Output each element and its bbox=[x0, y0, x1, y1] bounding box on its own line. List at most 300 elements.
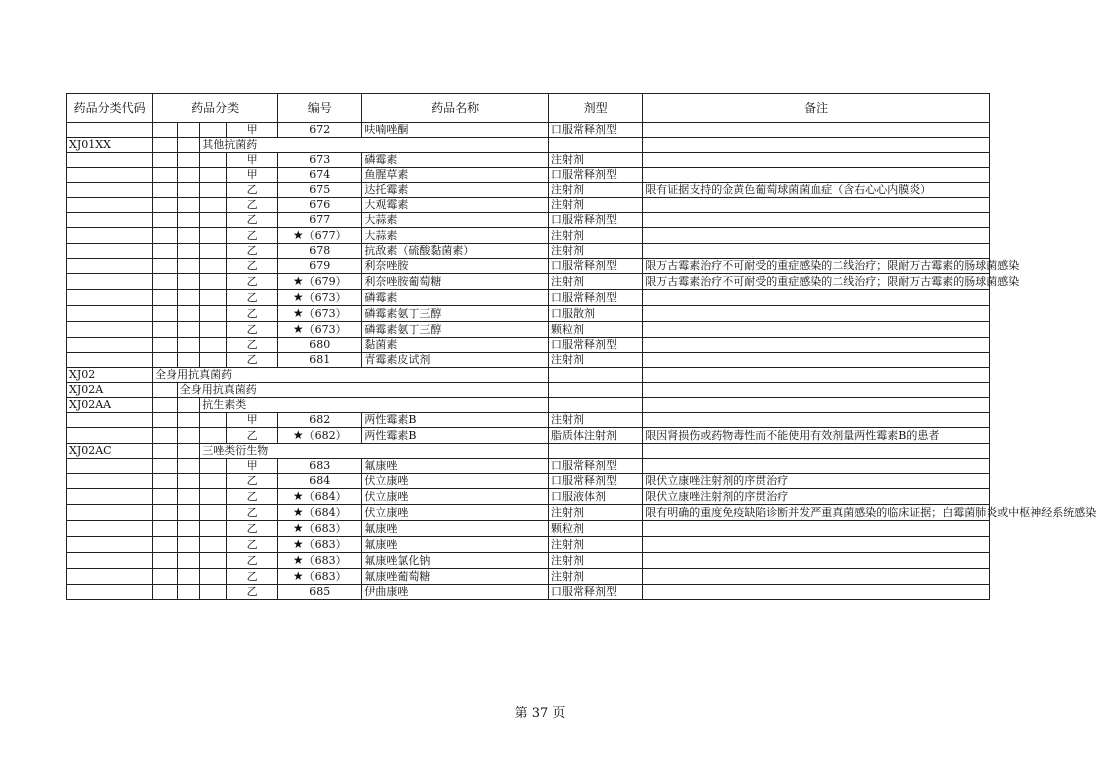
drug-name-cell: 两性霉素B bbox=[362, 413, 549, 428]
number-value: 681 bbox=[309, 353, 331, 366]
number-value: （682） bbox=[303, 429, 347, 442]
note-cell bbox=[643, 244, 990, 259]
note-cell bbox=[643, 322, 990, 338]
category-row bbox=[67, 398, 990, 413]
code-cell bbox=[67, 505, 153, 521]
category-indent bbox=[177, 459, 200, 474]
code-cell bbox=[67, 585, 153, 600]
category-indent bbox=[200, 123, 227, 138]
code-cell bbox=[67, 274, 153, 290]
drug-name-cell: 大蒜素 bbox=[362, 213, 549, 228]
category-indent bbox=[200, 459, 227, 474]
drug-name-cell: 磷霉素 bbox=[362, 153, 549, 168]
category-indent bbox=[177, 444, 200, 459]
code-cell bbox=[67, 168, 153, 183]
dosage-form-cell: 口服常释剂型 bbox=[548, 474, 642, 489]
code-cell bbox=[67, 428, 153, 444]
number-cell bbox=[278, 198, 362, 213]
drug-name-cell: 磷霉素氨丁三醇 bbox=[362, 306, 549, 322]
category-indent bbox=[177, 274, 200, 290]
category-note-cell bbox=[643, 398, 990, 413]
number-cell bbox=[278, 569, 362, 585]
number-value: 685 bbox=[309, 585, 331, 598]
number-cell bbox=[278, 489, 362, 505]
table-row bbox=[67, 198, 990, 213]
dosage-form-cell: 注射剂 bbox=[548, 274, 642, 290]
grade-cell: 甲 bbox=[226, 123, 277, 138]
header-category: 药品分类 bbox=[153, 94, 278, 123]
number-cell bbox=[278, 338, 362, 353]
drug-name-cell: 氟康唑氯化钠 bbox=[362, 553, 549, 569]
drug-name-cell: 氟康唑葡萄糖 bbox=[362, 569, 549, 585]
code-cell bbox=[67, 413, 153, 428]
grade-cell: 乙 bbox=[226, 428, 277, 444]
table-row bbox=[67, 274, 990, 290]
star-icon: ★ bbox=[292, 569, 304, 583]
dosage-form-cell: 口服常释剂型 bbox=[548, 259, 642, 274]
number-value: 676 bbox=[309, 198, 331, 211]
number-value: （683） bbox=[303, 522, 347, 535]
category-indent bbox=[177, 290, 200, 306]
category-indent bbox=[177, 505, 200, 521]
category-indent bbox=[153, 383, 178, 398]
dosage-form-cell: 颗粒剂 bbox=[548, 322, 642, 338]
category-form-cell bbox=[548, 138, 642, 153]
number-value: 672 bbox=[309, 123, 331, 136]
drug-name-cell: 磷霉素 bbox=[362, 290, 549, 306]
number-value: 683 bbox=[309, 459, 331, 472]
table-row bbox=[67, 585, 990, 600]
category-indent bbox=[177, 168, 200, 183]
number-value: 678 bbox=[309, 244, 331, 257]
note-cell: 限有证据支持的金黄色葡萄球菌菌血症（含右心心内膜炎） bbox=[643, 183, 990, 198]
table-row bbox=[67, 168, 990, 183]
number-cell bbox=[278, 537, 362, 553]
category-indent bbox=[153, 353, 178, 368]
number-cell bbox=[278, 228, 362, 244]
category-indent bbox=[153, 153, 178, 168]
category-indent bbox=[177, 353, 200, 368]
number-cell bbox=[278, 505, 362, 521]
category-indent bbox=[153, 213, 178, 228]
dosage-form-cell: 注射剂 bbox=[548, 413, 642, 428]
grade-cell: 乙 bbox=[226, 338, 277, 353]
number-value: （673） bbox=[303, 323, 347, 336]
code-cell bbox=[67, 259, 153, 274]
category-indent bbox=[200, 569, 227, 585]
drug-name-cell: 鱼腥草素 bbox=[362, 168, 549, 183]
category-indent bbox=[177, 537, 200, 553]
dosage-form-cell: 脂质体注射剂 bbox=[548, 428, 642, 444]
category-indent bbox=[153, 398, 178, 413]
category-indent bbox=[177, 474, 200, 489]
number-value: （673） bbox=[303, 307, 347, 320]
grade-cell: 乙 bbox=[226, 489, 277, 505]
category-indent bbox=[153, 322, 178, 338]
table-row bbox=[67, 322, 990, 338]
category-indent bbox=[153, 123, 178, 138]
header-code: 药品分类代码 bbox=[67, 94, 153, 123]
code-cell bbox=[67, 322, 153, 338]
table-row bbox=[67, 505, 990, 521]
dosage-form-cell: 口服常释剂型 bbox=[548, 338, 642, 353]
grade-cell: 乙 bbox=[226, 259, 277, 274]
dosage-form-cell: 口服液体剂 bbox=[548, 489, 642, 505]
grade-cell: 乙 bbox=[226, 322, 277, 338]
note-cell bbox=[643, 353, 990, 368]
category-indent bbox=[177, 153, 200, 168]
dosage-form-cell: 注射剂 bbox=[548, 569, 642, 585]
note-cell bbox=[643, 306, 990, 322]
table-row bbox=[67, 213, 990, 228]
note-cell: 限万古霉素治疗不可耐受的重症感染的二线治疗；限耐万古霉素的肠球菌感染 bbox=[643, 259, 990, 274]
number-value: 674 bbox=[309, 168, 331, 181]
category-code: XJ02AC bbox=[67, 444, 153, 459]
table-row bbox=[67, 228, 990, 244]
number-cell bbox=[278, 585, 362, 600]
number-value: （683） bbox=[303, 554, 347, 567]
code-cell bbox=[67, 537, 153, 553]
category-indent bbox=[153, 183, 178, 198]
code-cell bbox=[67, 474, 153, 489]
category-form-cell bbox=[548, 398, 642, 413]
category-indent bbox=[153, 521, 178, 537]
category-indent bbox=[153, 338, 178, 353]
number-cell bbox=[278, 290, 362, 306]
grade-cell: 乙 bbox=[226, 306, 277, 322]
grade-cell: 乙 bbox=[226, 585, 277, 600]
number-cell bbox=[278, 259, 362, 274]
drug-name-cell: 利奈唑胺 bbox=[362, 259, 549, 274]
number-cell bbox=[278, 153, 362, 168]
category-indent bbox=[177, 398, 200, 413]
drug-name-cell: 达托霉素 bbox=[362, 183, 549, 198]
drug-name-cell: 伏立康唑 bbox=[362, 505, 549, 521]
category-indent bbox=[177, 413, 200, 428]
category-indent bbox=[177, 213, 200, 228]
table-row bbox=[67, 153, 990, 168]
category-indent bbox=[153, 290, 178, 306]
table-row bbox=[67, 428, 990, 444]
grade-cell: 乙 bbox=[226, 505, 277, 521]
code-cell bbox=[67, 183, 153, 198]
drug-name-cell: 青霉素皮试剂 bbox=[362, 353, 549, 368]
category-indent bbox=[200, 306, 227, 322]
number-value: 679 bbox=[309, 259, 331, 272]
drug-name-cell: 磷霉素氨丁三醇 bbox=[362, 322, 549, 338]
number-value: 682 bbox=[309, 413, 331, 426]
dosage-form-cell: 注射剂 bbox=[548, 153, 642, 168]
category-indent bbox=[177, 183, 200, 198]
note-cell bbox=[643, 553, 990, 569]
category-indent bbox=[153, 585, 178, 600]
category-code: XJ02A bbox=[67, 383, 153, 398]
category-label: 全身用抗真菌药 bbox=[153, 368, 549, 383]
category-indent bbox=[177, 553, 200, 569]
drug-name-cell: 黏菌素 bbox=[362, 338, 549, 353]
grade-cell: 乙 bbox=[226, 521, 277, 537]
grade-cell: 乙 bbox=[226, 183, 277, 198]
number-cell bbox=[278, 322, 362, 338]
note-cell bbox=[643, 168, 990, 183]
category-indent bbox=[200, 489, 227, 505]
category-indent bbox=[153, 474, 178, 489]
star-icon: ★ bbox=[292, 290, 304, 304]
table-row bbox=[67, 290, 990, 306]
category-row bbox=[67, 444, 990, 459]
dosage-form-cell: 颗粒剂 bbox=[548, 521, 642, 537]
category-indent bbox=[177, 123, 200, 138]
drug-name-cell: 大蒜素 bbox=[362, 228, 549, 244]
dosage-form-cell: 注射剂 bbox=[548, 537, 642, 553]
category-indent bbox=[200, 505, 227, 521]
note-cell bbox=[643, 585, 990, 600]
category-indent bbox=[200, 168, 227, 183]
number-cell bbox=[278, 168, 362, 183]
dosage-form-cell: 注射剂 bbox=[548, 228, 642, 244]
category-code: XJ01XX bbox=[67, 138, 153, 153]
category-indent bbox=[200, 244, 227, 259]
category-code: XJ02 bbox=[67, 368, 153, 383]
category-indent bbox=[153, 553, 178, 569]
category-row bbox=[67, 383, 990, 398]
page-number: 第 37 页 bbox=[514, 706, 566, 721]
category-note-cell bbox=[643, 138, 990, 153]
note-cell bbox=[643, 290, 990, 306]
number-cell bbox=[278, 183, 362, 198]
category-indent bbox=[200, 338, 227, 353]
grade-cell: 乙 bbox=[226, 290, 277, 306]
drug-name-cell: 氟康唑 bbox=[362, 459, 549, 474]
category-indent bbox=[200, 353, 227, 368]
table-row bbox=[67, 244, 990, 259]
number-cell bbox=[278, 244, 362, 259]
code-cell bbox=[67, 569, 153, 585]
star-icon: ★ bbox=[292, 274, 304, 288]
code-cell bbox=[67, 489, 153, 505]
category-indent bbox=[177, 569, 200, 585]
note-cell bbox=[643, 413, 990, 428]
note-cell: 限有明确的重度免疫缺陷诊断并发严重真菌感染的临床证据；白霉菌肺炎或中枢神经系统感染 bbox=[643, 505, 990, 521]
dosage-form-cell: 口服常释剂型 bbox=[548, 168, 642, 183]
table-row bbox=[67, 521, 990, 537]
note-cell bbox=[643, 521, 990, 537]
number-value: 677 bbox=[309, 213, 331, 226]
category-indent bbox=[153, 306, 178, 322]
grade-cell: 乙 bbox=[226, 228, 277, 244]
number-cell bbox=[278, 428, 362, 444]
category-indent bbox=[177, 259, 200, 274]
drug-name-cell: 呋喃唑酮 bbox=[362, 123, 549, 138]
code-cell bbox=[67, 198, 153, 213]
table-row bbox=[67, 489, 990, 505]
number-cell bbox=[278, 474, 362, 489]
note-cell: 限万古霉素治疗不可耐受的重症感染的二线治疗；限耐万古霉素的肠球菌感染 bbox=[643, 274, 990, 290]
number-value: （673） bbox=[303, 291, 347, 304]
category-indent bbox=[153, 228, 178, 244]
category-indent bbox=[153, 168, 178, 183]
category-indent bbox=[200, 274, 227, 290]
number-value: （679） bbox=[303, 275, 347, 288]
category-indent bbox=[177, 521, 200, 537]
note-cell: 限因肾损伤或药物毒性而不能使用有效剂量两性霉素B的患者 bbox=[643, 428, 990, 444]
dosage-form-cell: 口服常释剂型 bbox=[548, 123, 642, 138]
star-icon: ★ bbox=[292, 553, 304, 567]
category-indent bbox=[153, 489, 178, 505]
category-indent bbox=[153, 459, 178, 474]
star-icon: ★ bbox=[292, 537, 304, 551]
number-cell bbox=[278, 459, 362, 474]
number-value: 680 bbox=[309, 338, 331, 351]
header-note: 备注 bbox=[643, 94, 990, 123]
note-cell: 限伏立康唑注射剂的序贯治疗 bbox=[643, 489, 990, 505]
number-value: （683） bbox=[303, 570, 347, 583]
header-name: 药品名称 bbox=[362, 94, 549, 123]
category-form-cell bbox=[548, 383, 642, 398]
category-indent bbox=[200, 521, 227, 537]
category-form-cell bbox=[548, 368, 642, 383]
note-cell bbox=[643, 569, 990, 585]
category-indent bbox=[200, 428, 227, 444]
category-indent bbox=[200, 183, 227, 198]
note-cell bbox=[643, 228, 990, 244]
category-indent bbox=[177, 244, 200, 259]
number-value: 675 bbox=[309, 183, 331, 196]
number-value: （683） bbox=[303, 538, 347, 551]
number-cell bbox=[278, 553, 362, 569]
category-indent bbox=[200, 198, 227, 213]
table-row bbox=[67, 537, 990, 553]
category-indent bbox=[153, 259, 178, 274]
header-number: 编号 bbox=[278, 94, 362, 123]
note-cell bbox=[643, 459, 990, 474]
table-row bbox=[67, 474, 990, 489]
category-indent bbox=[177, 322, 200, 338]
code-cell bbox=[67, 123, 153, 138]
category-indent bbox=[177, 338, 200, 353]
category-indent bbox=[200, 213, 227, 228]
category-indent bbox=[200, 553, 227, 569]
category-label: 抗生素类 bbox=[200, 398, 549, 413]
dosage-form-cell: 注射剂 bbox=[548, 505, 642, 521]
grade-cell: 乙 bbox=[226, 569, 277, 585]
dosage-form-cell: 口服散剂 bbox=[548, 306, 642, 322]
number-cell bbox=[278, 413, 362, 428]
category-indent bbox=[153, 413, 178, 428]
number-value: （677） bbox=[303, 229, 347, 242]
note-cell bbox=[643, 213, 990, 228]
table-row bbox=[67, 353, 990, 368]
number-cell bbox=[278, 213, 362, 228]
grade-cell: 乙 bbox=[226, 274, 277, 290]
table-row bbox=[67, 183, 990, 198]
code-cell bbox=[67, 244, 153, 259]
star-icon: ★ bbox=[292, 428, 304, 442]
category-indent bbox=[153, 537, 178, 553]
drug-name-cell: 两性霉素B bbox=[362, 428, 549, 444]
grade-cell: 乙 bbox=[226, 537, 277, 553]
category-note-cell bbox=[643, 368, 990, 383]
note-cell bbox=[643, 537, 990, 553]
table-row bbox=[67, 259, 990, 274]
grade-cell: 乙 bbox=[226, 213, 277, 228]
category-note-cell bbox=[643, 444, 990, 459]
category-indent bbox=[200, 290, 227, 306]
number-value: （684） bbox=[303, 490, 347, 503]
grade-cell: 乙 bbox=[226, 353, 277, 368]
drug-name-cell: 伏立康唑 bbox=[362, 474, 549, 489]
grade-cell: 乙 bbox=[226, 553, 277, 569]
number-cell bbox=[278, 353, 362, 368]
category-indent bbox=[153, 138, 178, 153]
note-cell bbox=[643, 123, 990, 138]
category-indent bbox=[153, 505, 178, 521]
star-icon: ★ bbox=[292, 521, 304, 535]
category-row bbox=[67, 138, 990, 153]
category-note-cell bbox=[643, 383, 990, 398]
drug-name-cell: 伏立康唑 bbox=[362, 489, 549, 505]
code-cell bbox=[67, 228, 153, 244]
code-cell bbox=[67, 353, 153, 368]
grade-cell: 甲 bbox=[226, 168, 277, 183]
grade-cell: 乙 bbox=[226, 244, 277, 259]
dosage-form-cell: 注射剂 bbox=[548, 198, 642, 213]
category-row bbox=[67, 368, 990, 383]
code-cell bbox=[67, 553, 153, 569]
number-cell bbox=[278, 274, 362, 290]
grade-cell: 乙 bbox=[226, 198, 277, 213]
category-indent bbox=[200, 585, 227, 600]
category-indent bbox=[153, 244, 178, 259]
number-cell bbox=[278, 123, 362, 138]
drug-name-cell: 抗敌素（硫酸黏菌素） bbox=[362, 244, 549, 259]
code-cell bbox=[67, 213, 153, 228]
code-cell bbox=[67, 306, 153, 322]
header-row bbox=[67, 94, 990, 123]
category-indent bbox=[177, 228, 200, 244]
category-form-cell bbox=[548, 444, 642, 459]
code-cell bbox=[67, 290, 153, 306]
table-row bbox=[67, 306, 990, 322]
star-icon: ★ bbox=[292, 505, 304, 519]
category-label: 全身用抗真菌药 bbox=[177, 383, 548, 398]
category-indent bbox=[177, 306, 200, 322]
number-value: 673 bbox=[309, 153, 331, 166]
drug-name-cell: 伊曲康唑 bbox=[362, 585, 549, 600]
category-indent bbox=[200, 153, 227, 168]
dosage-form-cell: 注射剂 bbox=[548, 183, 642, 198]
grade-cell: 甲 bbox=[226, 459, 277, 474]
dosage-form-cell: 注射剂 bbox=[548, 244, 642, 259]
category-label: 三唑类衍生物 bbox=[200, 444, 549, 459]
category-indent bbox=[153, 274, 178, 290]
dosage-form-cell: 口服常释剂型 bbox=[548, 290, 642, 306]
grade-cell: 甲 bbox=[226, 413, 277, 428]
table-row bbox=[67, 123, 990, 138]
category-label: 其他抗菌药 bbox=[200, 138, 549, 153]
table-row bbox=[67, 459, 990, 474]
category-indent bbox=[153, 569, 178, 585]
star-icon: ★ bbox=[292, 489, 304, 503]
category-indent bbox=[200, 259, 227, 274]
category-indent bbox=[153, 428, 178, 444]
code-cell bbox=[67, 338, 153, 353]
category-indent bbox=[177, 138, 200, 153]
dosage-form-cell: 注射剂 bbox=[548, 553, 642, 569]
drug-catalog-table bbox=[66, 93, 1096, 600]
drug-name-cell: 氟康唑 bbox=[362, 521, 549, 537]
code-cell bbox=[67, 521, 153, 537]
